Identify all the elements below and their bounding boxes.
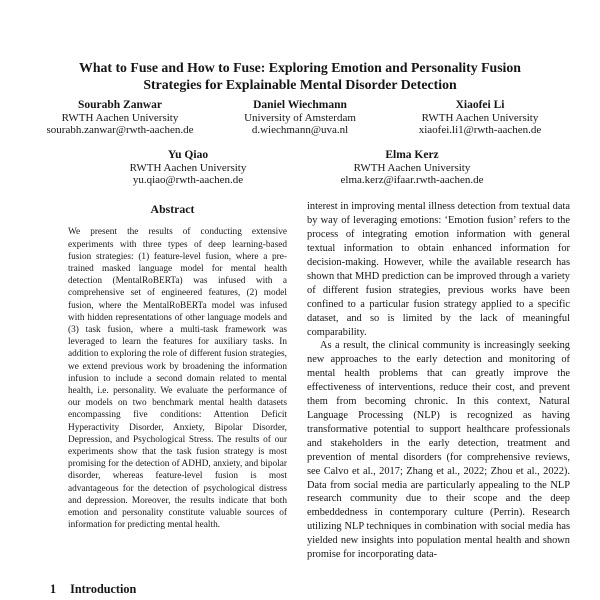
author-block (313, 149, 511, 186)
section-number: 1 (50, 582, 57, 597)
author-affiliation: RWTH Aachen University (129, 161, 247, 174)
author-block (89, 149, 287, 186)
abstract-heading: Abstract (150, 202, 195, 217)
author-name: Sourabh Zanwar (77, 99, 163, 111)
right-column (307, 200, 570, 600)
two-column-body (50, 200, 570, 600)
authors-row-2 (0, 149, 600, 186)
author-block (30, 99, 210, 136)
author-email: xiaofei.li1@rwth-aachen.de (418, 123, 542, 136)
author-name: Daniel Wiechmann (253, 99, 347, 111)
left-column (50, 200, 295, 600)
author-block (210, 99, 390, 136)
authors-row-1 (0, 99, 600, 136)
author-email: sourabh.zanwar@rwth-aachen.de (46, 123, 194, 136)
author-name: Xiaofei Li (455, 99, 505, 111)
author-name: Elma Kerz (385, 149, 439, 162)
author-affiliation: University of Amsterdam (244, 111, 356, 124)
section-heading-introduction (50, 582, 295, 600)
section-title: Introduction (70, 582, 137, 597)
body-paragraph: interest in improving mental illness detection from textual data by way of leveraging emotions: ‘Emotion fusion’ refers to the process of integrating emotion information with general textual information to obtain enhanced information for decision-making. However, while the available research has shown that MHD prediction can be improved through a variety of different fusion strategies, previous works have been confined to a particular fusion strategy applied to a specific dataset, and so is limited by the lack of meaningful comparability. (307, 201, 570, 338)
body-paragraph: As a result, the clinical community is increasingly seeking new approaches to the early detection and monitoring of mental health problems that can greatly improve the effectiveness of interventions, reduce their cost, and prevent them from becoming chronic. In this context, Natural Language Processing (NLP) is recognized as having transformative potential to support healthcare professionals and stakeholders in the early detection, treatment and prevention of mental disorders (for comprehensive reviews, see Calvo et al., 2017; Zhang et al., 2022; Zhou et al., 2022). Data from social media are particularly appealing to the NLP research community due to their scope and the deep embeddedness in contemporary culture (Perrin). Research utilizing NLP techniques in combination with social media has yielded new insights into population mental health and shown promise for incorporating data- (307, 340, 570, 561)
paper-title: What to Fuse and How to Fuse: Exploring Emotion and Personality Fusion Strategies for Explainable Mental Disorder Detection (79, 60, 521, 92)
author-affiliation: RWTH Aachen University (421, 111, 539, 124)
author-name: Yu Qiao (167, 149, 209, 162)
author-affiliation: RWTH Aachen University (61, 111, 179, 124)
author-email: d.wiechmann@uva.nl (251, 123, 349, 136)
author-email: yu.qiao@rwth-aachen.de (132, 174, 244, 187)
author-affiliation: RWTH Aachen University (353, 161, 471, 174)
author-email: elma.kerz@ifaar.rwth-aachen.de (340, 174, 484, 187)
author-block (390, 99, 570, 136)
abstract-text: We present the results of conducting extensive experiments with three types of deep learning-based fusion strategies: (1) feature-level fusion, where a pre-trained masked language model for mental health detection (MentalRoBERTa) was infused with a comprehensive set of engineered features, (2) model fusion, where the MentalRoBERTa model was infused with hidden representations of other language models and (3) task fusion, where a multi-task framework was leveraged to learn the features for auxiliary tasks. In addition to exploring the role of different fusion strategies, we extend previous work by broadening the information infusion to include a second domain related to mental health, i.e. personality. We evaluate the performance of our models on two benchmark mental health datasets encompassing five conditions: Attention Deficit Hyperactivity Disorder, Anxiety, Bipolar Disorder, Depression, and Psychological Stress. The results of our experiments show that the task fusion strategy is most promising for the detection of ADHD, anxiety, and bipolar disorder, whereas feature-level fusion is most advantageous for the detection of psychological distress and depression. Moreover, the results indicate that both emotion and personality constitute valuable sources of information for predicting mental health. (68, 227, 287, 531)
